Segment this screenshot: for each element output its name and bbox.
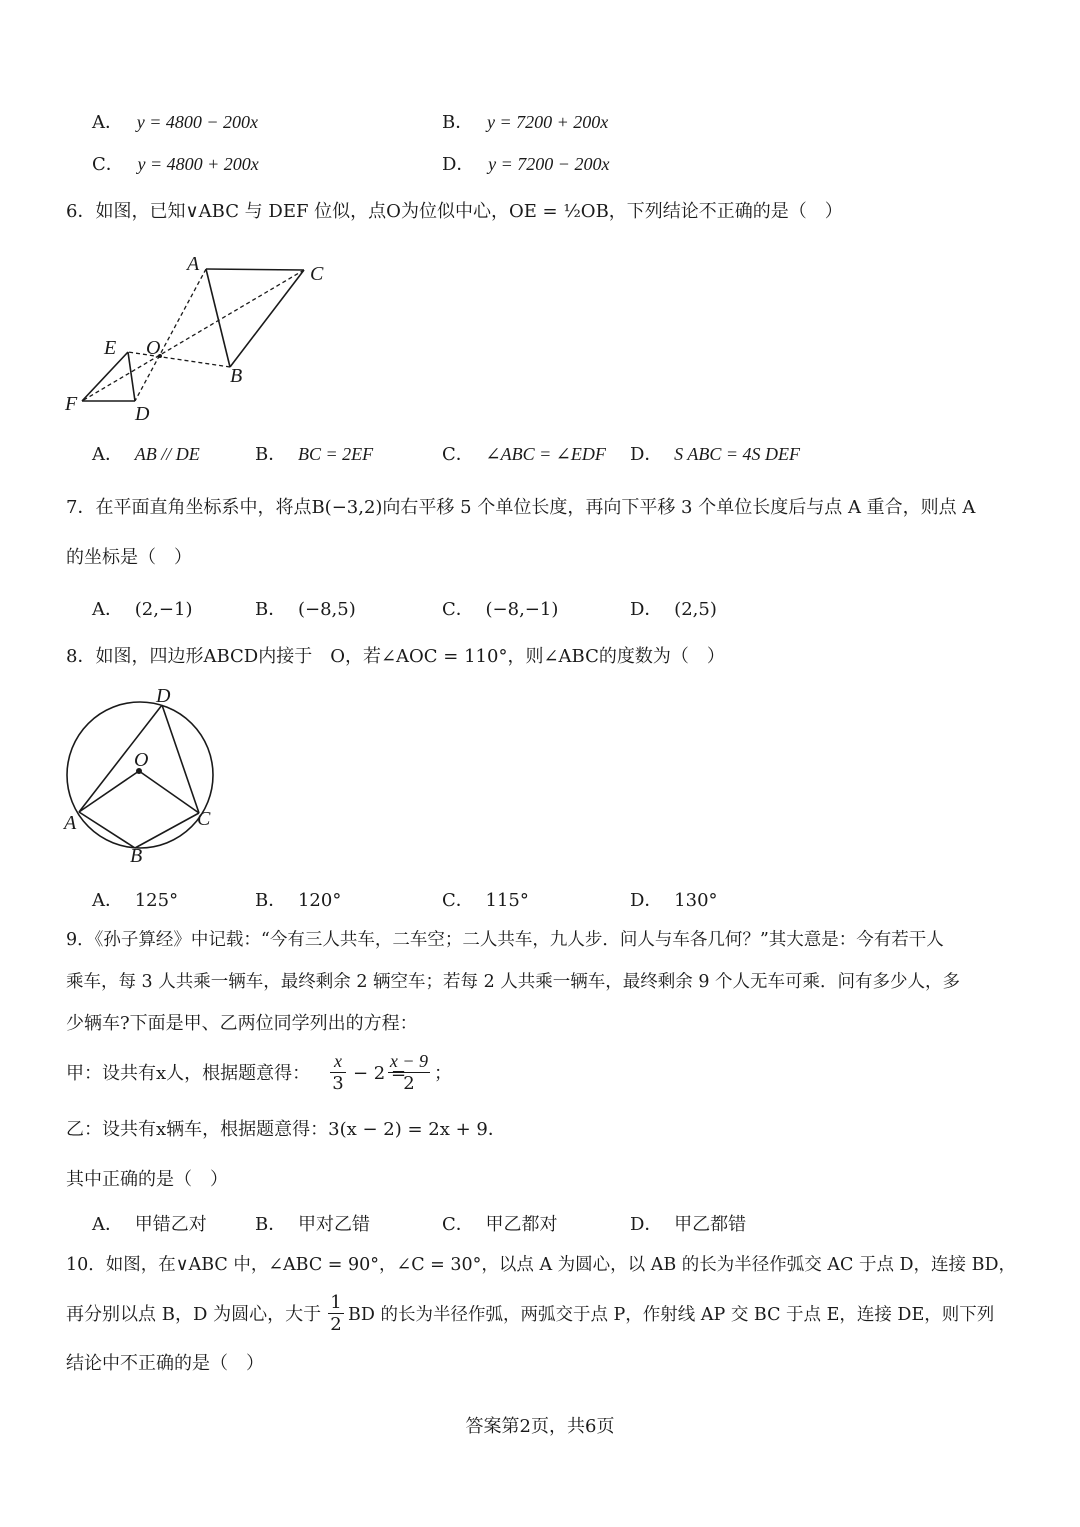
option-text: 甲对乙错 <box>297 1214 370 1235</box>
q6-option-d <box>630 440 800 466</box>
option-text: y = 4800 − 200x <box>136 112 259 132</box>
q5-option-a <box>92 108 258 134</box>
q6-option-b <box>255 440 373 466</box>
option-label: C． <box>442 890 474 911</box>
fig6-label-c: C <box>310 263 324 285</box>
q7-option-c <box>442 595 558 621</box>
option-label: A． <box>92 890 123 911</box>
q6-option-c <box>442 440 606 466</box>
q7-stem-line2: 的坐标是（ ） <box>66 547 192 568</box>
option-label: D． <box>630 890 663 911</box>
q7-option-a <box>92 595 193 621</box>
question-number: 8． <box>66 646 96 667</box>
question-text: 如图，在∨ABC 中，∠ABC = 90°，∠C = 30°，以点 A 为圆心，以 AB 的长为半径作弧交 AC 于点 D，连接 BD， <box>105 1255 1016 1275</box>
frac-numerator: x − 9 <box>389 1051 429 1071</box>
question-number: 10． <box>66 1255 106 1275</box>
option-text: 125° <box>134 890 179 911</box>
option-label: A． <box>92 1214 123 1235</box>
option-label: B． <box>255 444 287 465</box>
option-label: A． <box>92 444 123 465</box>
question-text: 在平面直角坐标系中，将点B(−3,2)向右平移 5 个单位长度，再向下平移 3 个单位长度后与点 A 重合，则点 A <box>95 497 976 518</box>
q9-line2: 乘车，每 3 人共乘一辆车，最终剩余 2 辆空车；若每 2 人共乘一辆车，最终剩余 9 个人无车可乘．问有多少人，多 <box>66 972 961 992</box>
q9-line3: 少辆车?下面是甲、乙两位同学列出的方程： <box>66 1013 418 1034</box>
option-label: D． <box>630 444 663 465</box>
q7-stem-line1 <box>66 496 975 520</box>
option-label: B． <box>255 1214 287 1235</box>
frac-denominator: 3 <box>332 1073 344 1094</box>
option-text: y = 4800 + 200x <box>137 154 259 174</box>
q8-option-d <box>630 886 718 912</box>
option-label: B． <box>442 112 474 133</box>
q9-option-b <box>255 1210 370 1236</box>
option-label: B． <box>255 890 287 911</box>
option-label: D． <box>442 154 475 175</box>
question-text: 如图，四边形ABCD内接于 O，若∠AOC = 110°，则∠ABC的度数为（ ） <box>95 646 725 667</box>
q5-option-d <box>442 150 609 176</box>
jia-prefix: 甲：设共有x人，根据题意得： <box>66 1063 311 1084</box>
option-text: ∠ABC = ∠EDF <box>485 444 606 464</box>
q10-line1 <box>66 1253 1016 1277</box>
q9-line1 <box>66 928 944 952</box>
option-label: C． <box>442 444 474 465</box>
q9-question: 其中正确的是（ ） <box>66 1169 228 1190</box>
q9-option-c <box>442 1210 558 1236</box>
question-text: 《孙子算经》中记载：“今有三人共车，二车空；二人共车，九人步．问人与车各几何？”其大意是：今有若干人 <box>94 930 944 950</box>
option-text: y = 7200 − 200x <box>488 154 610 174</box>
q9-option-d <box>630 1210 746 1236</box>
option-text: 甲错乙对 <box>134 1214 207 1235</box>
fig8-label-b: B <box>130 845 143 867</box>
question-text: 如图，已知∨ABC 与 DEF 位似，点O为位似中心，OE = ½OB，下列结论不正确的是（ ） <box>95 201 843 222</box>
frac-denominator: 2 <box>330 1314 342 1335</box>
q10-frac <box>328 1292 344 1335</box>
fig6-label-a: A <box>187 253 200 275</box>
option-text: y = 7200 + 200x <box>486 112 609 132</box>
option-text: 甲乙都错 <box>674 1214 747 1235</box>
frac-numerator: 1 <box>330 1292 342 1313</box>
fig6-label-f: F <box>65 393 78 415</box>
q6-option-a <box>92 440 200 466</box>
q10-line2 <box>66 1292 1026 1342</box>
frac-denominator: 2 <box>403 1073 415 1094</box>
question-number: 9． <box>66 930 95 950</box>
option-text: 115° <box>485 890 529 911</box>
option-label: D． <box>630 1214 663 1235</box>
jia-frac-right <box>386 1050 432 1095</box>
option-label: C． <box>442 599 474 620</box>
q10-line2-pre: 再分别以点 B，D 为圆心，大于 <box>66 1304 322 1325</box>
q7-option-b <box>255 595 356 621</box>
option-text: S ABC = 4S DEF <box>674 444 800 464</box>
jia-mid: − 2 = <box>353 1063 407 1084</box>
option-label: B． <box>255 599 287 620</box>
option-text: 120° <box>297 890 342 911</box>
option-text: AB // DE <box>134 444 200 464</box>
option-text: (2,−1) <box>134 599 193 620</box>
option-text: (−8,−1) <box>485 599 559 620</box>
fig6-label-d: D <box>135 403 150 425</box>
q10-line3: 结论中不正确的是（ ） <box>66 1353 264 1374</box>
q9-option-a <box>92 1210 207 1236</box>
q5-option-c <box>92 150 259 176</box>
option-label: C． <box>442 1214 474 1235</box>
fig6-label-e: E <box>104 337 117 359</box>
option-label: C． <box>92 154 124 175</box>
question-number: 6． <box>66 201 96 222</box>
option-label: D． <box>630 599 663 620</box>
q8-option-c <box>442 886 529 912</box>
q8-stem <box>66 645 725 669</box>
q8-option-b <box>255 886 341 912</box>
q6-stem <box>66 200 843 224</box>
fig6-label-o: O <box>146 337 161 359</box>
q8-figure <box>55 680 230 870</box>
jia-suffix: ； <box>434 1063 452 1084</box>
fig8-label-d: D <box>156 685 171 707</box>
page-footer: 答案第2页，共6页 <box>465 1416 615 1437</box>
fig8-label-o: O <box>134 749 149 771</box>
option-label: A． <box>92 599 123 620</box>
option-text: BC = 2EF <box>297 444 374 464</box>
jia-frac-left <box>328 1050 348 1095</box>
option-text: 130° <box>674 890 718 911</box>
fig8-label-a: A <box>64 812 77 834</box>
fig6-label-b: B <box>230 365 243 387</box>
q5-option-b <box>442 108 608 134</box>
option-text: (2,5) <box>674 599 717 620</box>
q10-line2-post: BD 的长为半径作弧，两弧交于点 P，作射线 AP 交 BC 于点 E，连接 DE，则下列 <box>348 1305 995 1325</box>
option-text: (−8,5) <box>297 599 356 620</box>
option-text: 甲乙都对 <box>485 1214 558 1235</box>
frac-numerator: x <box>334 1051 342 1071</box>
q8-option-a <box>92 886 178 912</box>
q9-yi-line: 乙：设共有x辆车，根据题意得：3(x − 2) = 2x + 9． <box>66 1119 506 1140</box>
q7-option-d <box>630 595 717 621</box>
fig8-label-c: C <box>197 808 211 830</box>
question-number: 7． <box>66 497 96 518</box>
q6-figure <box>60 250 350 425</box>
option-label: A． <box>92 112 123 133</box>
